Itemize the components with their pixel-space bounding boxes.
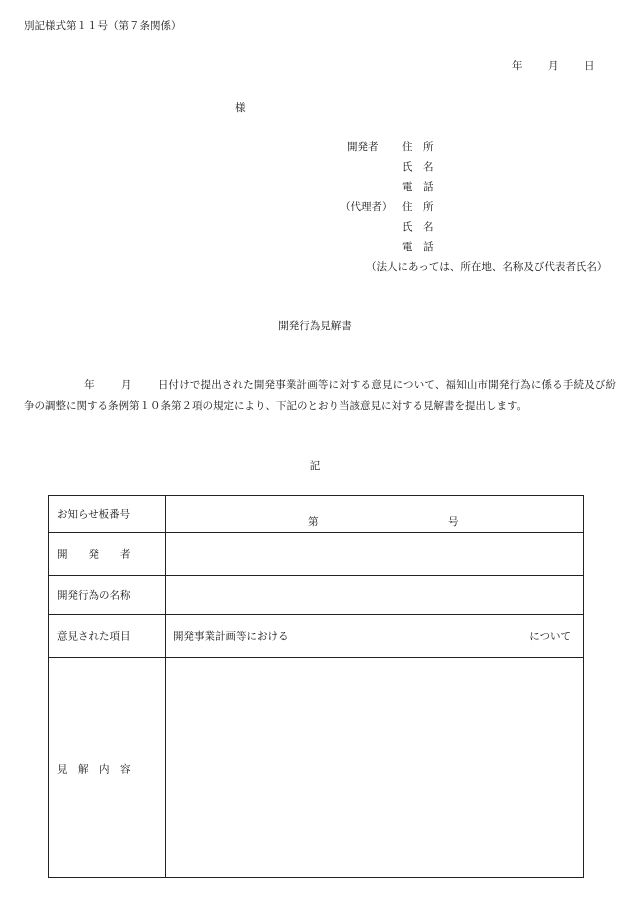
- developer-phone-label: 電 話: [402, 181, 434, 193]
- ki-marker: 記: [309, 460, 321, 472]
- form-number: 別記様式第１１号（第７条関係）: [24, 20, 182, 32]
- agent-name-label: 氏 名: [402, 221, 434, 233]
- opinion-item-value[interactable]: [173, 629, 571, 644]
- developer-row-label: 開 発 者: [57, 548, 131, 561]
- developer-role: 開発者: [347, 141, 379, 153]
- notice-board-suffix: 号: [448, 516, 459, 528]
- table-row-view-content: [49, 658, 583, 879]
- body-year: 年: [84, 379, 95, 391]
- date-year-label: 年: [512, 60, 523, 72]
- table-row-development-name: [49, 576, 583, 615]
- opinion-table: [48, 495, 584, 878]
- developer-name-label: 氏 名: [402, 161, 434, 173]
- agent-address-label: 住 所: [402, 201, 434, 213]
- notice-board-prefix: 第: [308, 516, 319, 528]
- table-row-developer: [49, 533, 583, 576]
- view-content-label: 見 解 内 容: [57, 763, 131, 775]
- body-text: 日付けで提出された開発事業計画等に対する意見について、福知山市開発行為に係る手続及び紛争の調整に関する条例第１０条第２項の規定により、下記のとおり当該意見に対する見解書を提出します。: [24, 379, 617, 412]
- body-month: 月: [120, 379, 132, 391]
- developer-address-label: 住 所: [402, 141, 434, 153]
- opinion-item-label: 意見された項目: [57, 630, 131, 643]
- agent-role: （代理者）: [340, 201, 393, 213]
- date-month-label: 月: [548, 60, 559, 72]
- body-paragraph: [24, 375, 616, 417]
- addressee-honorific: 様: [235, 102, 246, 114]
- table-row-notice-board: [49, 496, 583, 533]
- agent-phone-label: 電 話: [402, 241, 434, 253]
- opinion-item-prefix: 開発事業計画等における: [173, 630, 289, 643]
- date-day-label: 日: [584, 60, 595, 72]
- corporate-note: （法人にあっては、所在地、名称及び代表者氏名）: [366, 261, 608, 273]
- opinion-item-suffix: について: [529, 630, 571, 643]
- document-title: 開発行為見解書: [278, 320, 352, 332]
- table-row-opinion-item: [49, 615, 583, 658]
- development-name-label: 開発行為の名称: [57, 589, 131, 602]
- notice-board-label: お知らせ板番号: [57, 508, 131, 521]
